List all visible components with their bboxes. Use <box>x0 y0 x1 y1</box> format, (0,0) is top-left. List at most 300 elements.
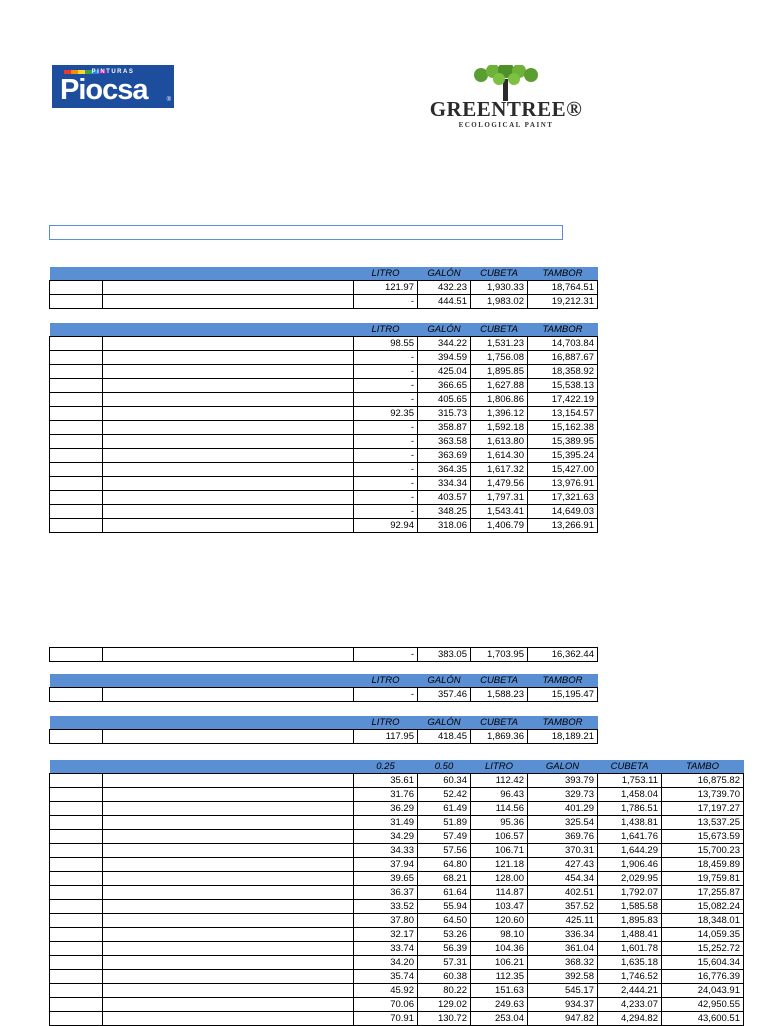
header-blank <box>50 760 103 774</box>
price-cell: 13,154.57 <box>528 407 598 421</box>
description-cell <box>103 802 354 816</box>
price-cell: 368.32 <box>528 956 598 970</box>
description-cell <box>103 844 354 858</box>
price-cell: 57.31 <box>418 956 471 970</box>
price-cell: 1,641.76 <box>598 830 662 844</box>
header-blank <box>103 267 354 281</box>
description-cell <box>103 956 354 970</box>
price-cell: 16,362.44 <box>528 648 598 662</box>
header-cubeta: CUBETA <box>471 267 528 281</box>
table-row <box>50 956 744 970</box>
header-litro: LITRO <box>354 716 418 730</box>
code-cell <box>50 295 103 309</box>
price-cell: 15,395.24 <box>528 449 598 463</box>
price-cell: 16,887.67 <box>528 351 598 365</box>
description-cell <box>103 379 354 393</box>
header-litro: LITRO <box>471 760 528 774</box>
price-cell: 366.65 <box>418 379 471 393</box>
table-row <box>50 407 598 421</box>
code-cell <box>50 519 103 533</box>
header-blank <box>103 760 354 774</box>
price-cell: 348.25 <box>418 505 471 519</box>
price-cell: 1,797.31 <box>471 491 528 505</box>
price-cell: 15,700.23 <box>662 844 744 858</box>
price-cell: 35.74 <box>354 970 418 984</box>
price-cell: 151.63 <box>471 984 528 998</box>
price-cell: 32.17 <box>354 928 418 942</box>
price-cell: 55.94 <box>418 900 471 914</box>
price-cell: 336.34 <box>528 928 598 942</box>
header-litro: LITRO <box>354 323 418 337</box>
code-cell <box>50 788 103 802</box>
price-cell: 369.76 <box>528 830 598 844</box>
price-cell: 1,753.11 <box>598 774 662 788</box>
price-cell: 64.80 <box>418 858 471 872</box>
table-header-row <box>50 267 598 281</box>
description-cell <box>103 998 354 1012</box>
price-cell: 18,348.01 <box>662 914 744 928</box>
table-row <box>50 351 598 365</box>
code-cell <box>50 463 103 477</box>
description-cell <box>103 1012 354 1026</box>
price-cell: 1,806.86 <box>471 393 528 407</box>
description-cell <box>103 407 354 421</box>
code-cell <box>50 1012 103 1026</box>
price-cell: 57.56 <box>418 844 471 858</box>
price-cell: - <box>354 295 418 309</box>
description-cell <box>103 505 354 519</box>
price-table-2 <box>49 323 598 533</box>
price-cell: 1,644.29 <box>598 844 662 858</box>
price-cell: - <box>354 688 418 702</box>
price-cell: 1,869.36 <box>471 730 528 744</box>
price-cell: 4,233.07 <box>598 998 662 1012</box>
table-row <box>50 914 744 928</box>
code-cell <box>50 942 103 956</box>
price-cell: - <box>354 365 418 379</box>
price-cell: 394.59 <box>418 351 471 365</box>
price-cell: 1,588.23 <box>471 688 528 702</box>
code-cell <box>50 844 103 858</box>
code-cell <box>50 379 103 393</box>
table-row <box>50 858 744 872</box>
table-row <box>50 365 598 379</box>
price-cell: 1,895.85 <box>471 365 528 379</box>
price-cell: 37.80 <box>354 914 418 928</box>
price-cell: 104.36 <box>471 942 528 956</box>
price-cell: 15,195.47 <box>528 688 598 702</box>
table-row <box>50 281 598 295</box>
price-cell: 96.43 <box>471 788 528 802</box>
header-blank <box>103 674 354 688</box>
price-cell: 70.06 <box>354 998 418 1012</box>
price-cell: 14,649.03 <box>528 505 598 519</box>
price-cell: 1,531.23 <box>471 337 528 351</box>
price-cell: 43,600.51 <box>662 1012 744 1026</box>
code-cell <box>50 774 103 788</box>
price-cell: 42,950.55 <box>662 998 744 1012</box>
price-cell: 15,389.95 <box>528 435 598 449</box>
price-cell: 130.72 <box>418 1012 471 1026</box>
price-cell: - <box>354 505 418 519</box>
price-cell: 35.61 <box>354 774 418 788</box>
header-cubeta: CUBETA <box>471 716 528 730</box>
description-cell <box>103 435 354 449</box>
price-cell: 1,746.52 <box>598 970 662 984</box>
code-cell <box>50 365 103 379</box>
description-cell <box>103 463 354 477</box>
header-tambor: TAMBOR <box>528 716 598 730</box>
table-header-row <box>50 760 744 774</box>
table-row <box>50 519 598 533</box>
price-cell: 2,444.21 <box>598 984 662 998</box>
price-cell: 121.18 <box>471 858 528 872</box>
table-row <box>50 942 744 956</box>
price-table-4 <box>49 674 598 702</box>
tree-icon <box>467 65 545 101</box>
price-cell: 34.33 <box>354 844 418 858</box>
header-galon_plain: GALON <box>528 760 598 774</box>
code-cell <box>50 435 103 449</box>
price-cell: 358.87 <box>418 421 471 435</box>
header-galon: GALÓN <box>418 267 471 281</box>
price-cell: - <box>354 379 418 393</box>
price-cell: 70.91 <box>354 1012 418 1026</box>
price-cell: 33.74 <box>354 942 418 956</box>
code-cell <box>50 872 103 886</box>
greentree-title: GREENTREE® <box>429 97 583 121</box>
price-cell: 14,059.35 <box>662 928 744 942</box>
price-cell: 18,358.92 <box>528 365 598 379</box>
table-row <box>50 788 744 802</box>
price-cell: 329.73 <box>528 788 598 802</box>
price-cell: 37.94 <box>354 858 418 872</box>
description-cell <box>103 942 354 956</box>
description-cell <box>103 816 354 830</box>
price-cell: 60.38 <box>418 970 471 984</box>
price-cell: 1,614.30 <box>471 449 528 463</box>
description-cell <box>103 281 354 295</box>
code-cell <box>50 491 103 505</box>
price-cell: 34.29 <box>354 830 418 844</box>
header-blank <box>50 674 103 688</box>
price-cell: 39.65 <box>354 872 418 886</box>
price-table-6 <box>49 760 744 1026</box>
code-cell <box>50 730 103 744</box>
code-cell <box>50 407 103 421</box>
header-galon: GALÓN <box>418 323 471 337</box>
code-cell <box>50 886 103 900</box>
piocsa-logo <box>52 65 174 108</box>
price-cell: 253.04 <box>471 1012 528 1026</box>
description-cell <box>103 858 354 872</box>
price-cell: 64.50 <box>418 914 471 928</box>
price-cell: 13,976.91 <box>528 477 598 491</box>
header-litro: LITRO <box>354 674 418 688</box>
code-cell <box>50 648 103 662</box>
price-cell: 370.31 <box>528 844 598 858</box>
price-cell: 61.49 <box>418 802 471 816</box>
description-cell <box>103 730 354 744</box>
table-row <box>50 1012 744 1026</box>
price-cell: 33.52 <box>354 900 418 914</box>
price-cell: 444.51 <box>418 295 471 309</box>
code-cell <box>50 449 103 463</box>
header-cubeta: CUBETA <box>471 323 528 337</box>
price-cell: 15,538.13 <box>528 379 598 393</box>
price-cell: 80.22 <box>418 984 471 998</box>
price-cell: 114.56 <box>471 802 528 816</box>
price-cell: 106.57 <box>471 830 528 844</box>
price-cell: 53.26 <box>418 928 471 942</box>
price-cell: 1,543.41 <box>471 505 528 519</box>
code-cell <box>50 802 103 816</box>
price-cell: 1,488.41 <box>598 928 662 942</box>
table-row <box>50 830 744 844</box>
code-cell <box>50 505 103 519</box>
description-cell <box>103 491 354 505</box>
price-cell: 318.06 <box>418 519 471 533</box>
price-cell: 1,396.12 <box>471 407 528 421</box>
price-cell: 106.21 <box>471 956 528 970</box>
price-cell: 363.69 <box>418 449 471 463</box>
price-cell: 17,422.19 <box>528 393 598 407</box>
code-cell <box>50 830 103 844</box>
table-row <box>50 872 744 886</box>
price-cell: 45.92 <box>354 984 418 998</box>
piocsa-logo-top-text: PINTURAS <box>91 69 135 75</box>
price-cell: 1,592.18 <box>471 421 528 435</box>
price-cell: 545.17 <box>528 984 598 998</box>
price-cell: 1,983.02 <box>471 295 528 309</box>
table-row <box>50 844 744 858</box>
description-cell <box>103 477 354 491</box>
code-cell <box>50 928 103 942</box>
price-cell: 13,537.25 <box>662 816 744 830</box>
price-cell: - <box>354 449 418 463</box>
price-cell: 52.42 <box>418 788 471 802</box>
price-cell: 454.34 <box>528 872 598 886</box>
piocsa-logo-reg: ® <box>166 97 171 103</box>
description-cell <box>103 886 354 900</box>
header-cubeta: CUBETA <box>598 760 662 774</box>
table-row <box>50 928 744 942</box>
price-cell: 98.55 <box>354 337 418 351</box>
description-cell <box>103 648 354 662</box>
code-cell <box>50 816 103 830</box>
price-cell: 57.49 <box>418 830 471 844</box>
price-cell: - <box>354 421 418 435</box>
price-cell: 36.37 <box>354 886 418 900</box>
header-tambo: TAMBO <box>662 760 744 774</box>
header-litro: LITRO <box>354 267 418 281</box>
price-cell: 325.54 <box>528 816 598 830</box>
price-cell: 364.35 <box>418 463 471 477</box>
header-cubeta: CUBETA <box>471 674 528 688</box>
price-cell: 51.89 <box>418 816 471 830</box>
price-cell: 120.60 <box>471 914 528 928</box>
price-cell: 15,162.38 <box>528 421 598 435</box>
price-cell: - <box>354 477 418 491</box>
price-cell: 1,613.80 <box>471 435 528 449</box>
description-cell <box>103 984 354 998</box>
price-cell: 13,739.70 <box>662 788 744 802</box>
price-cell: 405.65 <box>418 393 471 407</box>
price-cell: 31.49 <box>354 816 418 830</box>
price-cell: 98.10 <box>471 928 528 942</box>
price-cell: 103.47 <box>471 900 528 914</box>
price-cell: 24,043.91 <box>662 984 744 998</box>
price-cell: 17,197.27 <box>662 802 744 816</box>
table-row <box>50 886 744 900</box>
price-cell: - <box>354 393 418 407</box>
header-tambor: TAMBOR <box>528 267 598 281</box>
price-cell: 34.20 <box>354 956 418 970</box>
table-row <box>50 970 744 984</box>
code-cell <box>50 351 103 365</box>
price-cell: 1,585.58 <box>598 900 662 914</box>
price-cell: 418.45 <box>418 730 471 744</box>
greentree-subtitle: ECOLOGICAL PAINT <box>458 121 554 129</box>
price-cell: 61.64 <box>418 886 471 900</box>
price-cell: 425.11 <box>528 914 598 928</box>
price-cell: 68.21 <box>418 872 471 886</box>
price-table-1 <box>49 267 598 309</box>
price-cell: 403.57 <box>418 491 471 505</box>
code-cell <box>50 956 103 970</box>
price-cell: 334.34 <box>418 477 471 491</box>
price-cell: 393.79 <box>528 774 598 788</box>
price-cell: - <box>354 435 418 449</box>
description-cell <box>103 449 354 463</box>
price-cell: 1,438.81 <box>598 816 662 830</box>
price-cell: 117.95 <box>354 730 418 744</box>
description-cell <box>103 393 354 407</box>
table-row <box>50 730 598 744</box>
code-cell <box>50 900 103 914</box>
description-cell <box>103 421 354 435</box>
price-cell: 1,906.46 <box>598 858 662 872</box>
price-cell: 15,673.59 <box>662 830 744 844</box>
header-blank <box>103 323 354 337</box>
description-cell <box>103 351 354 365</box>
price-cell: 17,321.63 <box>528 491 598 505</box>
price-cell: 13,266.91 <box>528 519 598 533</box>
price-cell: 1,786.51 <box>598 802 662 816</box>
price-cell: 129.02 <box>418 998 471 1012</box>
price-cell: 1,756.08 <box>471 351 528 365</box>
code-cell <box>50 970 103 984</box>
price-cell: - <box>354 463 418 477</box>
price-cell: 361.04 <box>528 942 598 956</box>
header-tambor: TAMBOR <box>528 323 598 337</box>
table-row <box>50 477 598 491</box>
description-cell <box>103 914 354 928</box>
price-cell: 432.23 <box>418 281 471 295</box>
table-row <box>50 449 598 463</box>
table-row <box>50 337 598 351</box>
description-cell <box>103 519 354 533</box>
price-cell: 1,479.56 <box>471 477 528 491</box>
price-cell: 1,792.07 <box>598 886 662 900</box>
price-cell: 344.22 <box>418 337 471 351</box>
price-table-5 <box>49 716 598 744</box>
price-cell: 92.94 <box>354 519 418 533</box>
price-cell: 392.58 <box>528 970 598 984</box>
price-cell: 1,406.79 <box>471 519 528 533</box>
code-cell <box>50 281 103 295</box>
price-cell: 106.71 <box>471 844 528 858</box>
price-table-3 <box>49 647 598 662</box>
table-row <box>50 984 744 998</box>
description-cell <box>103 788 354 802</box>
description-cell <box>103 928 354 942</box>
title-box <box>49 225 563 240</box>
price-cell: 1,458.04 <box>598 788 662 802</box>
price-cell: 1,617.32 <box>471 463 528 477</box>
description-cell <box>103 365 354 379</box>
price-cell: 1,601.78 <box>598 942 662 956</box>
price-cell: 16,875.82 <box>662 774 744 788</box>
table-header-row <box>50 323 598 337</box>
price-cell: 112.35 <box>471 970 528 984</box>
header-blank <box>50 267 103 281</box>
price-cell: 249.63 <box>471 998 528 1012</box>
description-cell <box>103 774 354 788</box>
price-cell: 1,627.88 <box>471 379 528 393</box>
price-cell: 92.35 <box>354 407 418 421</box>
code-cell <box>50 477 103 491</box>
header-blank <box>50 716 103 730</box>
price-cell: 18,189.21 <box>528 730 598 744</box>
price-cell: 95.36 <box>471 816 528 830</box>
price-cell: 357.46 <box>418 688 471 702</box>
code-cell <box>50 858 103 872</box>
price-cell: 401.29 <box>528 802 598 816</box>
price-cell: 112.42 <box>471 774 528 788</box>
price-cell: 1,703.95 <box>471 648 528 662</box>
price-cell: 1,930.33 <box>471 281 528 295</box>
table-row <box>50 774 744 788</box>
price-cell: 2,029.95 <box>598 872 662 886</box>
price-cell: 17,255.87 <box>662 886 744 900</box>
description-cell <box>103 970 354 984</box>
code-cell <box>50 337 103 351</box>
description-cell <box>103 688 354 702</box>
price-cell: 56.39 <box>418 942 471 956</box>
table-row <box>50 505 598 519</box>
price-cell: 14,703.84 <box>528 337 598 351</box>
code-cell <box>50 393 103 407</box>
price-cell: 357.52 <box>528 900 598 914</box>
price-cell: 1,635.18 <box>598 956 662 970</box>
code-cell <box>50 421 103 435</box>
greentree-logo <box>417 65 595 137</box>
price-cell: 427.43 <box>528 858 598 872</box>
header-tambor: TAMBOR <box>528 674 598 688</box>
piocsa-logo-name: Piocsa <box>60 74 148 106</box>
code-cell <box>50 914 103 928</box>
price-cell: 425.04 <box>418 365 471 379</box>
price-cell: - <box>354 351 418 365</box>
header-q25: 0.25 <box>354 760 418 774</box>
table-row <box>50 816 744 830</box>
header-q50: 0.50 <box>418 760 471 774</box>
table-row <box>50 379 598 393</box>
price-cell: 363.58 <box>418 435 471 449</box>
table-row <box>50 393 598 407</box>
price-cell: 402.51 <box>528 886 598 900</box>
